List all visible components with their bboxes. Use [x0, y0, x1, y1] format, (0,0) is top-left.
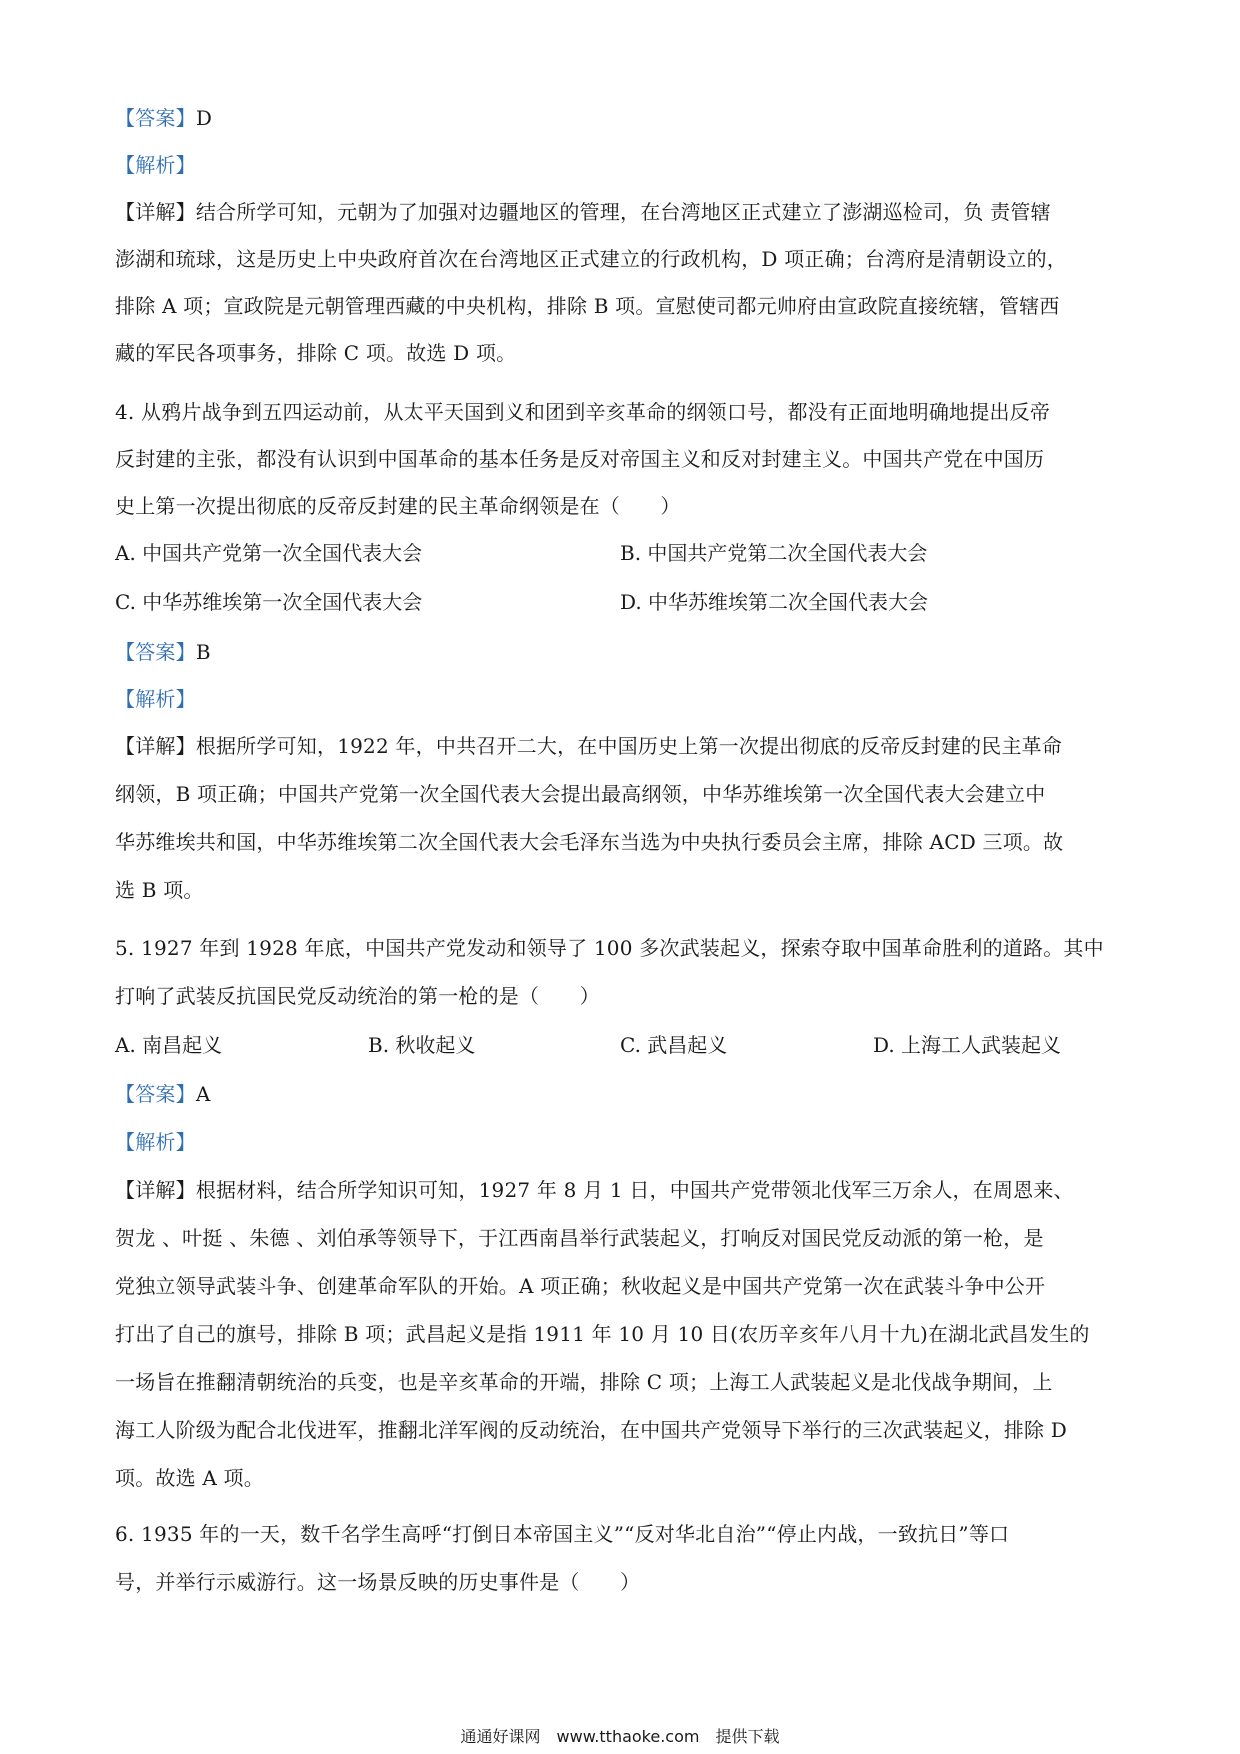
- detail-tag: 【详解】: [115, 200, 196, 224]
- q5-detail-line-2: 贺龙 、叶挺 、朱德 、刘伯承等领导下，于江西南昌举行武装起义，打响反对国民党反动派的第一枪，是: [115, 1226, 1044, 1250]
- q4-option-c: C. 中华苏维埃第一次全国代表大会: [115, 590, 423, 614]
- q5-stem-line-2: 打响了武装反抗国民党反动统治的第一枪的是（ ）: [115, 984, 600, 1008]
- q5-detail-line-4: 打出了自己的旗号，排除 B 项；武昌起义是指 1911 年 10 月 10 日(农历辛亥年八月十九)在湖北武昌发生的: [115, 1322, 1090, 1346]
- answer-tag: 【答案】: [115, 1082, 196, 1106]
- q5-detail-line-3: 党独立领导武装斗争、创建革命军队的开始。A 项正确；秋收起义是中国共产党第一次在武装斗争中公开: [115, 1274, 1046, 1298]
- answer-value: D: [195, 106, 213, 130]
- q5-detail-line-5: 一场旨在推翻清朝统治的兵变，也是辛亥革命的开端，排除 C 项；上海工人武装起义是北伐战争期间，上: [115, 1370, 1053, 1394]
- q6-stem-line-1: 6. 1935 年的一天，数千名学生高呼“打倒日本帝国主义”“反对华北自治”“停止内战，一致抗日”等口: [115, 1522, 1010, 1546]
- q4-stem-line-3: 史上第一次提出彻底的反帝反封建的民主革命纲领是在（ ）: [115, 494, 681, 518]
- q4-detail-line-4: 选 B 项。: [115, 878, 204, 902]
- q5-answer-line: [115, 1080, 1135, 1108]
- q4-analysis-line: [115, 685, 1135, 713]
- q4-detail-line-3: 华苏维埃共和国，中华苏维埃第二次全国代表大会毛泽东当选为中央执行委员会主席，排除 ACD 三项。故: [115, 830, 1064, 854]
- q4-detail-line-1: [115, 732, 1135, 760]
- detail-text: 结合所学可知，元朝为了加强对边疆地区的管理，在台湾地区正式建立了澎湖巡检司，负 责管辖: [195, 200, 1051, 224]
- q3-detail-line-1: [115, 198, 1135, 226]
- q4-stem-line-2: 反封建的主张，都没有认识到中国革命的基本任务是反对帝国主义和反对封建主义。中国共产党在中国历: [115, 447, 1045, 471]
- answer-value: B: [195, 640, 211, 664]
- q4-option-b: B. 中国共产党第二次全国代表大会: [620, 541, 928, 565]
- q6-stem-line-2: 号，并举行示威游行。这一场景反映的历史事件是（ ）: [115, 1570, 641, 1594]
- analysis-tag: 【解析】: [115, 153, 196, 177]
- q5-analysis-line: [115, 1128, 1135, 1156]
- answer-tag: 【答案】: [115, 106, 196, 130]
- q4-stem-line-1: 4. 从鸦片战争到五四运动前，从太平天国到义和团到辛亥革命的纲领口号，都没有正面地明确地提出反帝: [115, 400, 1051, 424]
- answer-value: A: [195, 1082, 211, 1106]
- q5-option-d: D. 上海工人武装起义: [873, 1033, 1062, 1057]
- q3-detail-line-2: 澎湖和琉球，这是历史上中央政府首次在台湾地区正式建立的行政机构，D 项正确；台湾府是清朝设立的，: [115, 247, 1067, 271]
- detail-text: 根据材料，结合所学知识可知，1927 年 8 月 1 日，中国共产党带领北伐军三万余人，在周恩来、: [195, 1178, 1074, 1202]
- q4-detail-line-2: 纲领，B 项正确；中国共产党第一次全国代表大会提出最高纲领，中华苏维埃第一次全国代表大会建立中: [115, 782, 1046, 806]
- analysis-tag: 【解析】: [115, 687, 196, 711]
- answer-tag: 【答案】: [115, 640, 196, 664]
- q3-detail-line-3: 排除 A 项；宣政院是元朝管理西藏的中央机构，排除 B 项。宣慰使司都元帅府由宣政院直接统辖，管辖西: [115, 294, 1060, 318]
- q5-option-a: A. 南昌起义: [115, 1033, 223, 1057]
- q5-option-c: C. 武昌起义: [620, 1033, 728, 1057]
- q4-option-a: A. 中国共产党第一次全国代表大会: [115, 541, 423, 565]
- q5-detail-line-7: 项。故选 A 项。: [115, 1466, 264, 1490]
- q5-option-b: B. 秋收起义: [368, 1033, 476, 1057]
- q5-stem-line-1: 5. 1927 年到 1928 年底，中国共产党发动和领导了 100 多次武装起义，探索夺取中国革命胜利的道路。其中: [115, 936, 1104, 960]
- q3-answer-line: [115, 104, 1135, 132]
- page-footer: 通通好课网 www.tthaoke.com 提供下载: [460, 1727, 780, 1746]
- detail-text: 根据所学可知，1922 年，中共召开二大，在中国历史上第一次提出彻底的反帝反封建的民主革命: [195, 734, 1063, 758]
- q3-detail-line-4: 藏的军民各项事务，排除 C 项。故选 D 项。: [115, 341, 517, 365]
- q3-analysis-line: [115, 151, 1135, 179]
- q5-detail-line-6: 海工人阶级为配合北伐进军，推翻北洋军阀的反动统治，在中国共产党领导下举行的三次武装起义，排除 D: [115, 1418, 1067, 1442]
- q4-answer-line: [115, 638, 1135, 666]
- q4-option-d: D. 中华苏维埃第二次全国代表大会: [620, 590, 929, 614]
- q5-detail-line-1: [115, 1176, 1135, 1204]
- detail-tag: 【详解】: [115, 1178, 196, 1202]
- analysis-tag: 【解析】: [115, 1130, 196, 1154]
- detail-tag: 【详解】: [115, 734, 196, 758]
